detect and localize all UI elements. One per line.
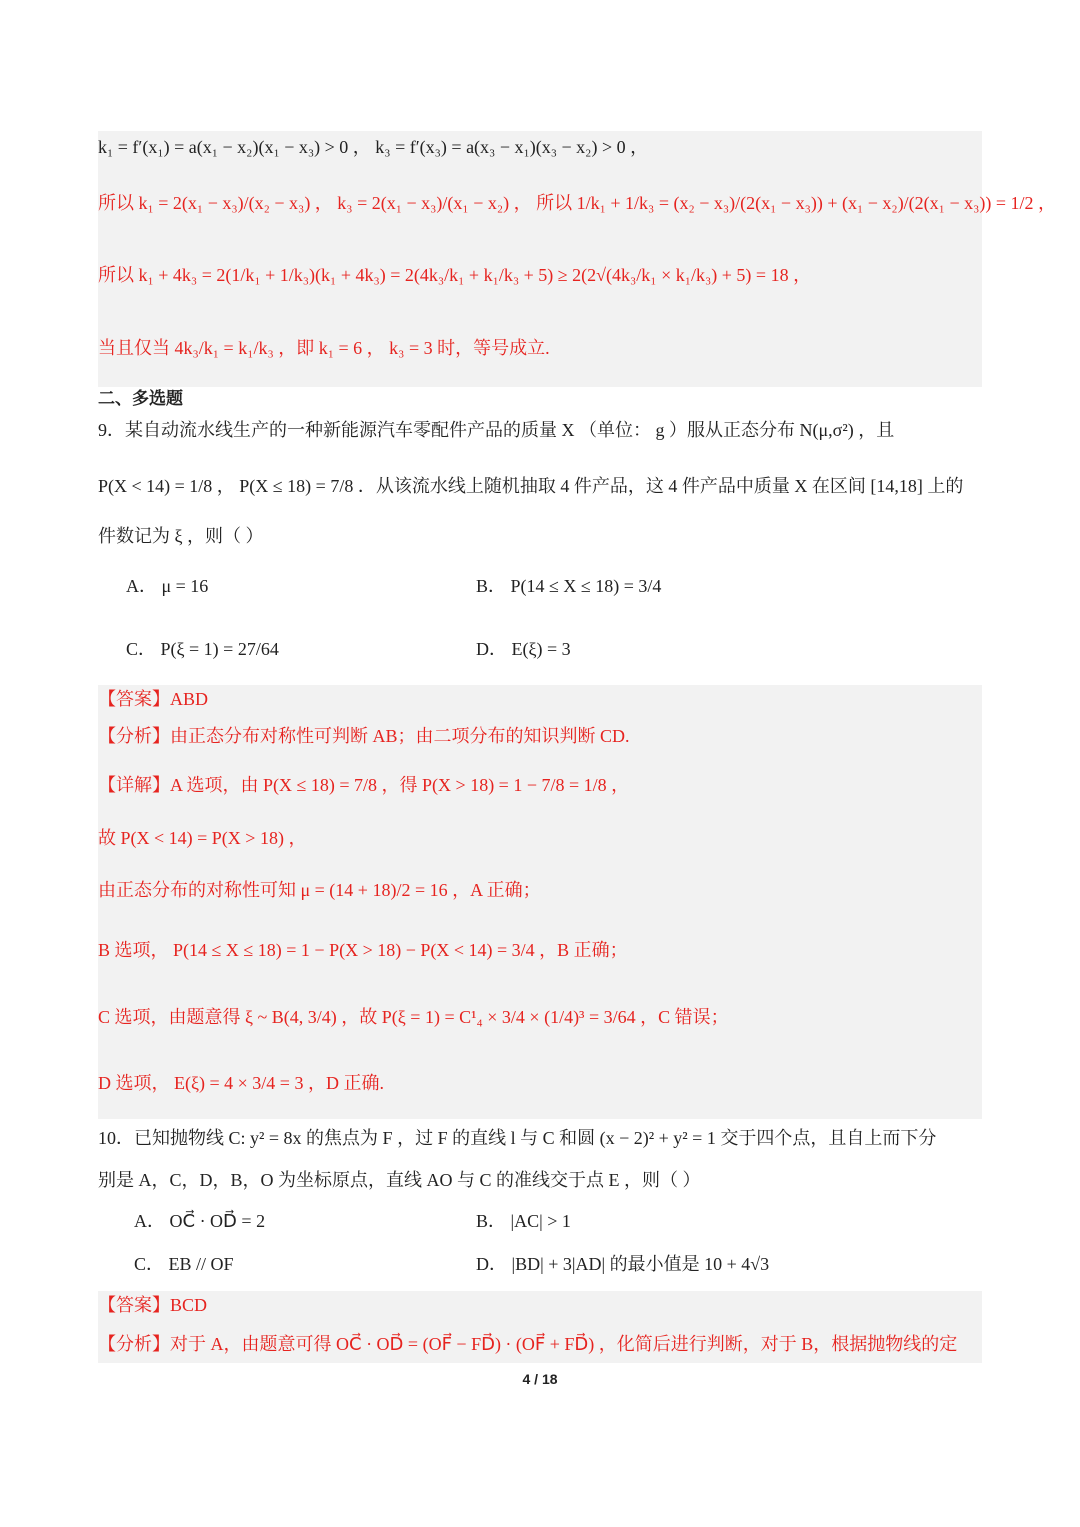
q9-analysis: 【分析】由正态分布对称性可判断 AB；由二项分布的知识判断 CD. bbox=[98, 726, 630, 746]
page-number: 4 / 18 bbox=[522, 1371, 558, 1387]
q10-option-a: A． OC⃗ · OD⃗ = 2 bbox=[134, 1211, 266, 1231]
prev-solution-line-3: 所以 k₁ + 4k₃ = 2(1/k₁ + 1/k₃)(k₁ + 4k₃) = 2(4k₃/k₁ + k₁/k₃ + 5) ≥ 2(2√(4k₃/k₁ × k₁/k₃) + 5) = 18 ， bbox=[98, 265, 812, 285]
q10-stem-line-2: 别是 A，C，D，B，O 为坐标原点，直线 AO 与 C 的准线交于点 E ，则（ ） bbox=[98, 1170, 701, 1190]
q9-detail-line-4: B 选项， P(14 ≤ X ≤ 18) = 1 − P(X > 18) − P(X < 14) = 3/4 ，B 正确； bbox=[98, 940, 628, 960]
q9-detail-line-3: 由正态分布的对称性可知 μ = (14 + 18)/2 = 16 ，A 正确； bbox=[98, 880, 541, 900]
prev-solution-line-4: 当且仅当 4k₃/k₁ = k₁/k₃ ，即 k₁ = 6 ， k₃ = 3 时，等号成立. bbox=[98, 338, 550, 358]
q9-answer: 【答案】ABD bbox=[98, 689, 209, 709]
q9-detail-line-2: 故 P(X < 14) = P(X > 18) ， bbox=[98, 828, 307, 848]
q10-option-d: D． |BD| + 3|AD| 的最小值是 10 + 4√3 bbox=[476, 1254, 770, 1274]
q9-detail-line-5: C 选项，由题意得 ξ ~ B(4, 3/4) ，故 P(ξ = 1) = C¹₄ × 3/4 × (1/4)³ = 3/64 ，C 错误； bbox=[98, 1007, 729, 1027]
q10-option-c: C． EB // OF bbox=[134, 1254, 234, 1274]
q9-option-a: A． μ = 16 bbox=[126, 576, 209, 596]
q9-detail-line-1: 【详解】A 选项，由 P(X ≤ 18) = 7/8 ，得 P(X > 18) = 1 − 7/8 = 1/8 ， bbox=[98, 775, 630, 795]
prev-solution-line-2: 所以 k₁ = 2(x₁ − x₃)/(x₂ − x₃) ， k₃ = 2(x₁ − x₃)/(x₁ − x₂) ， 所以 1/k₁ + 1/k₃ = (x₂ − x₃)/(2(x₁ − x₃)) + (x₁ − x₂)/(2(x₁ − x₃)) = 1/2 ， bbox=[98, 193, 1057, 213]
q9-option-b: B． P(14 ≤ X ≤ 18) = 3/4 bbox=[476, 576, 662, 596]
q9-detail-line-6: D 选项， E(ξ) = 4 × 3/4 = 3 ，D 正确. bbox=[98, 1073, 384, 1093]
section-title: 二、多选题 bbox=[98, 389, 183, 409]
q9-solution-block bbox=[98, 685, 982, 1119]
q9-option-c: C． P(ξ = 1) = 27/64 bbox=[126, 639, 279, 659]
q9-option-d: D． E(ξ) = 3 bbox=[476, 639, 571, 659]
q10-analysis: 【分析】对于 A，由题意可得 OC⃗ · OD⃗ = (OF⃗ − FD⃗) · (OF⃗ + FD⃗) ，化简后进行判断，对于 B，根据抛物线的定 bbox=[98, 1334, 958, 1354]
q10-answer: 【答案】BCD bbox=[98, 1295, 208, 1315]
q10-stem-line-1: 10．已知抛物线 C: y² = 8x 的焦点为 F ，过 F 的直线 l 与 C 和圆 (x − 2)² + y² = 1 交于四个点，且自上而下分 bbox=[98, 1128, 937, 1148]
q9-stem-line-3: 件数记为 ξ ，则（ ） bbox=[98, 526, 264, 546]
q9-stem-line-1: 9．某自动流水线生产的一种新能源汽车零配件产品的质量 X （单位： g ）服从正态分布 N(μ,σ²) ，且 bbox=[98, 420, 895, 440]
q10-option-b: B． |AC| > 1 bbox=[476, 1211, 571, 1231]
q9-stem-line-2: P(X < 14) = 1/8 ， P(X ≤ 18) = 7/8 ．从该流水线上随机抽取 4 件产品，这 4 件产品中质量 X 在区间 [14,18] 上的 bbox=[98, 476, 964, 496]
prev-solution-line-1: k₁ = f′(x₁) = a(x₁ − x₂)(x₁ − x₃) > 0 ， k₃ = f′(x₃) = a(x₃ − x₁)(x₃ − x₂) > 0 ， bbox=[98, 137, 649, 157]
